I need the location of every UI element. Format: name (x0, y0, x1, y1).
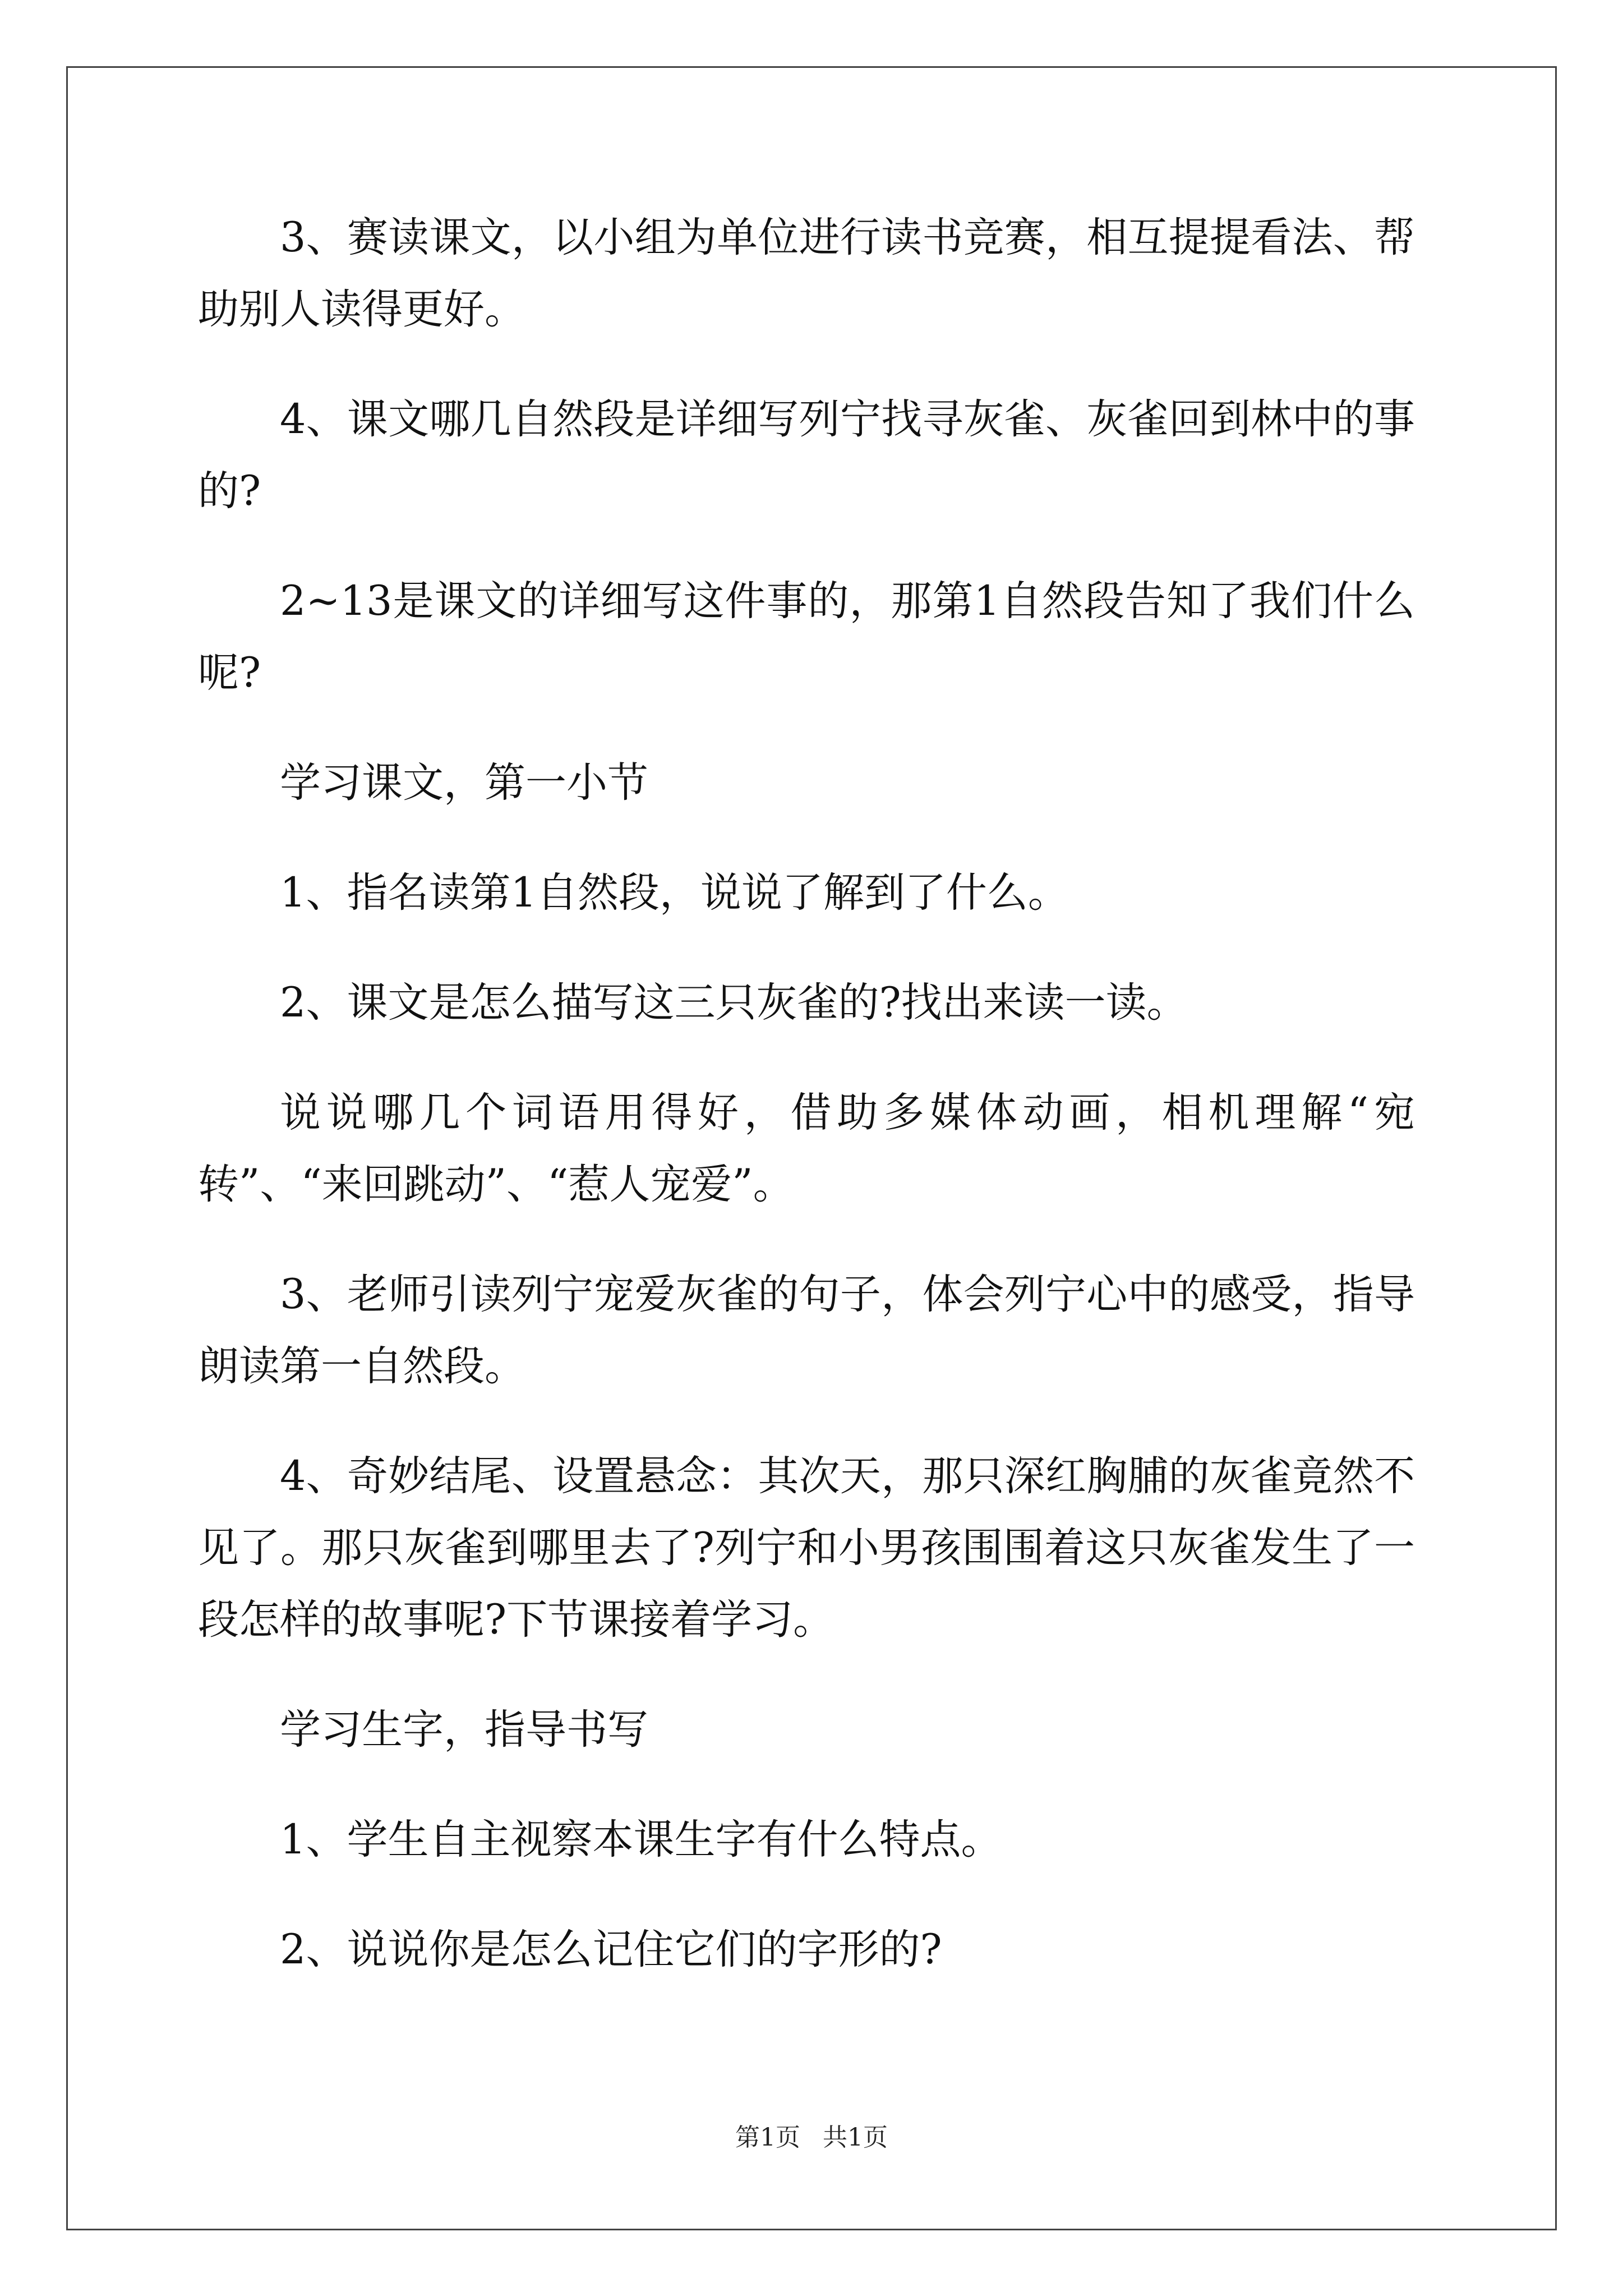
document-body (198, 202, 1415, 2024)
paragraph: 4、奇妙结尾、设置悬念：其次天，那只深红胸脯的灰雀竟然不见了。那只灰雀到哪里去了?列宁和小男孩围围着这只灰雀发生了一段怎样的故事呢?下节课接着学习。 (198, 1452, 1415, 1644)
paragraph: 1、学生自主视察本课生字有什么特点。 (280, 1816, 1002, 1864)
section-heading: 学习生字，指导书写 (280, 1706, 648, 1754)
paragraph: 3、老师引读列宁宠爱灰雀的句子，体会列宁心中的感受，指导朗读第一自然段。 (198, 1271, 1415, 1390)
page-footer (0, 2117, 1623, 2153)
page-number: 第1页 (735, 2123, 800, 2152)
paragraph: 4、课文哪几自然段是详细写列宁找寻灰雀、灰雀回到林中的事的? (198, 395, 1415, 515)
paragraph: 1、指名读第1自然段，说说了解到了什么。 (280, 869, 1069, 917)
paragraph: 2、课文是怎么描写这三只灰雀的?找出来读一读。 (280, 979, 1188, 1027)
paragraph: 2~13是课文的详细写这件事的，那第1自然段告知了我们什么呢? (198, 577, 1415, 697)
section-heading: 学习课文，第一小节 (280, 759, 648, 807)
paragraph: 2、说说你是怎么记住它们的字形的? (280, 1926, 942, 1973)
page-total: 共1页 (823, 2123, 888, 2152)
paragraph: 说说哪几个词语用得好，借助多媒体动画，相机理解“宛转”、“来回跳动”、“惹人宠爱”。 (198, 1089, 1415, 1208)
paragraph: 3、赛读课文，以小组为单位进行读书竞赛，相互提提看法、帮助别人读得更好。 (198, 214, 1415, 333)
